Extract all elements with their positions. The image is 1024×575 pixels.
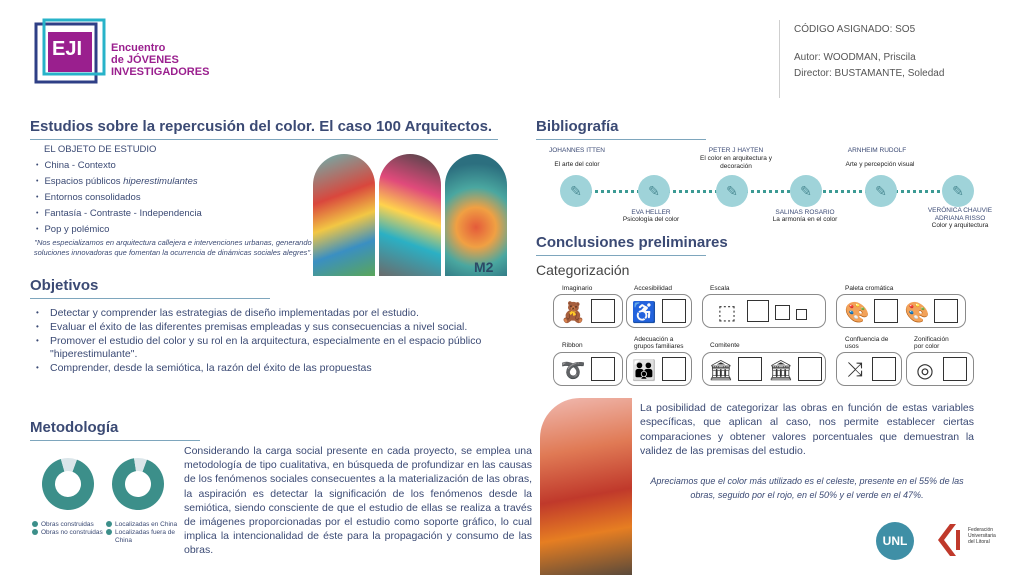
project-photo [313,154,375,276]
director: Director: BUSTAMANTE, Soledad [794,68,945,79]
timeline-line [578,190,958,193]
logo-mark: EJI [52,38,83,60]
objetivos-list [36,307,486,376]
list-item: • Fantasía - Contraste - Independencia [36,206,202,222]
fed-text: Federación Universitaria del Litoral [968,527,996,545]
shuffle-icon: ⤨ [847,358,863,381]
legend-swatch [32,529,38,535]
scale-square-small [796,309,807,320]
list-item: • Evaluar el éxito de las diferentes premisas empleadas y sus consecuencias a nivel social. [36,321,486,334]
pencil-icon: ✎ [800,182,812,199]
bibliografia-rule [536,139,706,140]
category-square [662,299,686,323]
book-circle [638,175,670,207]
category-label: Ribbon [562,342,583,349]
category-label: Zonificación por color [914,336,949,350]
pencil-icon: ✎ [570,182,582,199]
palette-icon: 🎨 [844,301,870,324]
list-item: • Comprender, desde la semiótica, la razón del éxito de las propuestas [36,362,486,375]
legend-item: Localizadas en China [106,521,182,529]
object-list [36,158,202,238]
list-item: • Detectar y comprender las estrategias de diseño implementadas por el estudio. [36,307,486,320]
bib-author: VERÓNICA CHAUVIE ADRIANA RISSO [927,207,993,222]
project-photo [379,154,441,276]
photo-label: M2 [474,259,494,275]
palette-icon: 🎨 [904,301,930,324]
legend-location [106,521,182,545]
ribbon-icon: ➰ [560,359,586,382]
conclusiones-title: Conclusiones preliminares [536,234,728,251]
logo-line: Encuentro [111,42,166,54]
scale-icon: ⬚ [717,301,737,324]
legend-obras [32,521,103,537]
pencil-icon: ✎ [952,182,964,199]
objetivos-title: Objetivos [30,277,99,294]
bib-author: ARNHEIM RUDOLF [847,147,907,154]
list-item: • China - Contexto [36,158,202,174]
category-square [662,357,686,381]
legend-item: Obras construidas [32,521,103,529]
object-heading: EL OBJETO DE ESTUDIO [44,144,157,155]
intro-title: Estudios sobre la repercusión del color. El caso 100 Arquitectos. [30,118,493,135]
logo-line: de JÓVENES [111,54,179,66]
logo-line: INVESTIGADORES [111,66,210,78]
category-square [872,357,896,381]
list-item: • Espacios públicos hiperestimulantes [36,174,202,190]
book-circle [865,175,897,207]
conclusion-findings: Apreciamos que el color más utilizado es el celeste, presente en el 55% de las obras, seguido por el rojo, en el 50% y el verde en el 47%. [650,476,964,500]
donut-charts [36,448,176,518]
category-label: Escala [710,285,730,292]
list-item: • Promover el estudio del color y su rol en la arquitectura, especialmente en el espacio público "hiperestimulante". [36,335,486,361]
category-label: Paleta cromática [845,285,894,292]
legend-swatch [106,529,112,535]
book-circle [716,175,748,207]
bib-title: Arte y percepción visual [845,161,915,168]
conclusiones-rule [536,255,706,256]
studio-quote: "Nos especializamos en arquitectura callejera e intervenciones urbanas, generando soluciones innovadoras que fomentan la ocurrencia de dinámicas sociales alegres". [33,238,313,257]
category-label: Adecuación a grupos familiares [634,336,684,350]
category-label: Comitente [710,342,740,349]
conclusion-text: La posibilidad de categorizar las obras en función de estas variables específicas, que aplican al caso, nos permite establecer ciertas comparaciones y obtener valores porcentuales que demuestran la validez de las premisas del estudio. [640,402,974,458]
list-item: • Pop y polémico [36,222,202,238]
category-square [798,357,822,381]
pencil-icon: ✎ [726,182,738,199]
toy-icon: 🧸 [560,301,586,324]
bib-author: EVA HELLER [631,209,671,216]
category-label: Accesibilidad [634,285,672,292]
intro-rule [30,139,498,140]
fed-logo [934,520,964,560]
wheelchair-icon: ♿ [631,301,657,324]
category-square [943,357,967,381]
bib-title: El arte del color [554,161,600,168]
scale-square-medium [775,305,790,320]
conclusion-photo [540,398,632,575]
pencil-icon: ✎ [648,182,660,199]
legend-swatch [32,521,38,527]
legend-item: Obras no construidas [32,529,103,537]
metodologia-text: Considerando la carga social presente en cada proyecto, se emplea una metodología de tipo cualitativa, en búsqueda de profundizar en las causas de los fenómenos sociales consecuentes a la materialización de las obras, la aspiración es detectar la significación de los fenómenos desde la semiótica, siendo consciente de que el estudio de ellas se realiza a través de imágenes proporcionadas por el estudio como soporte gráfico, lo cual implica la intencionalidad de éste para la propagación y consumo de las obras. [184,445,532,557]
metodologia-rule [30,440,200,441]
category-square [591,357,615,381]
category-square [934,299,958,323]
bib-author: JOHANNES ITTEN [549,147,605,154]
bib-title: La armonía en el color [772,216,838,223]
pencil-icon: ✎ [875,182,887,199]
building-icon: 🏛 [708,359,734,382]
legend-swatch [106,521,112,527]
bibliografia-title: Bibliografía [536,118,619,135]
categorizacion-subtitle: Categorización [536,262,630,278]
scale-square-large [747,300,769,322]
building-icon: 🏛 [768,359,794,382]
category-label: Confluencia de usos [845,336,889,350]
bib-title: El color en arquitectura y decoración [700,155,772,170]
project-photo [445,154,507,276]
objetivos-rule [30,298,270,299]
author: Autor: WOODMAN, Priscila [794,52,916,63]
logo-text [111,42,209,78]
category-square [738,357,762,381]
list-item: • Entornos consolidados [36,190,202,206]
metodologia-title: Metodología [30,419,119,436]
category-label: Imaginario [562,285,593,292]
category-square [591,299,615,323]
target-icon: ◎ [916,359,934,382]
book-circle [560,175,592,207]
family-icon: 👪 [631,359,657,382]
bib-title: Psicología del color [622,216,680,223]
bib-title: Color y arquitectura [931,222,989,229]
book-circle [942,175,974,207]
book-circle [790,175,822,207]
bib-author: PETER J HAYTEN [708,147,764,154]
header-divider [779,20,780,98]
bib-author: SALINAS ROSARIO [775,209,835,216]
header-info [794,22,944,82]
category-square [874,299,898,323]
unl-logo: UNL [876,522,914,560]
assigned-code: CÓDIGO ASIGNADO: SO5 [794,24,916,35]
legend-item: Localizadas fuera de China [106,529,182,545]
